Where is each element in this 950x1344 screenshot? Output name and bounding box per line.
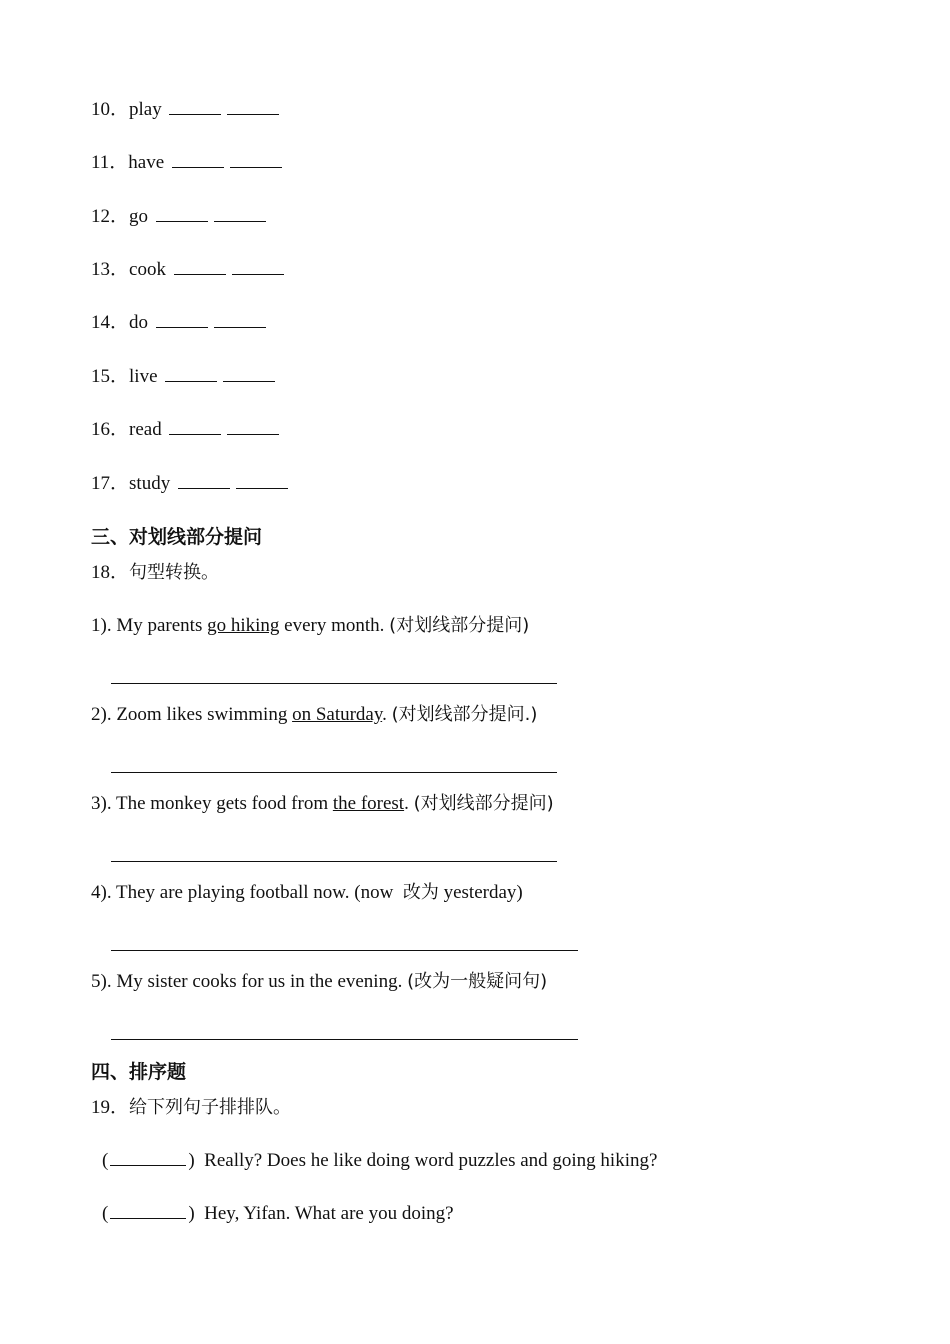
question-number: 18． [91,562,130,583]
question-instruction: 给下列句子排排队。 [129,1097,292,1118]
underlined-text: go hiking [207,615,280,636]
item-word: play [129,99,162,120]
item-text: yesterday) [438,882,523,903]
item-text: 1). My parents [91,615,208,636]
word-item [91,472,291,496]
item-number: 12． [91,206,130,227]
answer-blank[interactable] [230,166,282,168]
answer-blank[interactable] [227,113,279,115]
answer-blank[interactable] [223,380,275,382]
item-number: 17． [91,473,130,494]
paren-open: ( [102,1203,109,1224]
item-number: 13． [91,259,130,280]
order-item [102,1202,454,1226]
item-number: 11． [91,152,129,173]
answer-line[interactable] [111,950,578,951]
question-heading [91,561,219,585]
question-instruction: 句型转换。 [129,562,220,583]
item-number: 14． [91,312,130,333]
item-instruction: (改为一般疑问句) [407,971,548,992]
paren-close: ) [188,1203,195,1224]
transform-item [91,881,523,905]
item-text: 2). Zoom likes swimming [91,704,293,725]
item-word: go [129,206,149,227]
answer-blank[interactable] [172,166,224,168]
answer-line[interactable] [111,772,557,773]
item-instruction: (对划线部分提问) [413,793,554,814]
answer-blank[interactable] [178,487,230,489]
section-title: 三、对划线部分提问 [91,526,263,548]
item-text: 3). The monkey gets food from [91,793,333,814]
transform-item [91,703,537,727]
word-item [91,365,278,389]
item-word: live [129,366,158,387]
word-item [91,311,269,335]
question-heading [91,1096,291,1120]
word-item [91,418,282,442]
word-item [91,151,285,175]
item-word: do [129,312,149,333]
item-number: 16． [91,419,130,440]
order-item [102,1149,657,1173]
answer-line[interactable] [111,1039,578,1040]
item-word: study [129,473,171,494]
item-text: 4). They are playing football now. (now [91,882,403,903]
answer-blank[interactable] [214,220,266,222]
answer-blank[interactable] [169,113,221,115]
item-number: 15． [91,366,130,387]
word-item [91,258,287,282]
answer-blank[interactable] [232,273,284,275]
transform-item [91,970,547,994]
answer-blank[interactable] [169,433,221,435]
paren-open: ( [102,1150,109,1171]
item-instruction: 改为 [402,882,439,903]
item-text: . [404,793,414,814]
answer-blank[interactable] [156,326,208,328]
answer-blank[interactable] [236,487,288,489]
transform-item [91,614,529,638]
transform-item [91,792,554,816]
item-text: 5). My sister cooks for us in the evening. [91,971,408,992]
item-text: . [382,704,392,725]
item-text: every month. [279,615,390,636]
order-sentence: Really? Does he like doing word puzzles and going hiking? [204,1150,658,1171]
word-item [91,205,269,229]
order-sentence: Hey, Yifan. What are you doing? [204,1203,454,1224]
answer-line[interactable] [111,861,557,862]
item-number: 10． [91,99,130,120]
item-word: cook [129,259,166,280]
item-word: have [128,152,165,173]
answer-line[interactable] [111,683,557,684]
section-title: 四、排序题 [91,1061,187,1083]
question-number: 19． [91,1097,130,1118]
item-instruction: (对划线部分提问) [389,615,530,636]
answer-blank[interactable] [227,433,279,435]
word-item [91,98,282,122]
underlined-text: on Saturday [292,704,383,725]
item-instruction: (对划线部分提问.) [391,704,538,725]
answer-blank[interactable] [156,220,208,222]
answer-blank[interactable] [174,273,226,275]
paren-close: ) [188,1150,195,1171]
item-word: read [129,419,162,440]
order-blank[interactable] [110,1164,186,1166]
answer-blank[interactable] [214,326,266,328]
answer-blank[interactable] [165,380,217,382]
order-blank[interactable] [110,1217,186,1219]
underlined-text: the forest [332,793,405,814]
